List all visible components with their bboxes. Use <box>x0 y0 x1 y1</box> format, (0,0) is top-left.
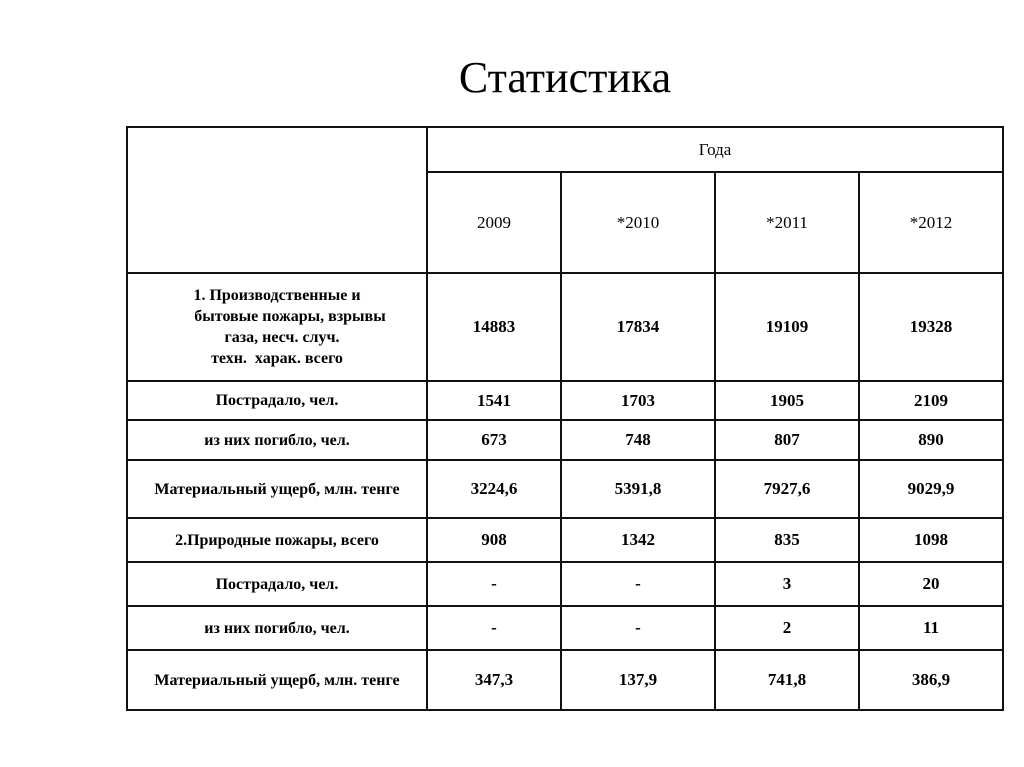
cell-value: 9029,9 <box>859 460 1003 518</box>
cell-value: 673 <box>427 420 561 460</box>
table-row <box>127 606 1003 650</box>
year-header: *2012 <box>859 172 1003 273</box>
cell-value: - <box>427 606 561 650</box>
year-header: 2009 <box>427 172 561 273</box>
row-label-line: газа, несч. случ. <box>224 329 340 346</box>
corner-cell <box>127 127 427 273</box>
cell-value: 7927,6 <box>715 460 859 518</box>
table-row <box>127 562 1003 606</box>
cell-value: 1098 <box>859 518 1003 562</box>
cell-value: 3224,6 <box>427 460 561 518</box>
row-label: Пострадало, чел. <box>127 381 427 420</box>
row-label: 2.Природные пожары, всего <box>127 518 427 562</box>
cell-value: 1703 <box>561 381 715 420</box>
cell-value: 19109 <box>715 273 859 381</box>
row-label: Пострадало, чел. <box>127 562 427 606</box>
year-header: *2011 <box>715 172 859 273</box>
cell-value: 137,9 <box>561 650 715 710</box>
table-row <box>127 460 1003 518</box>
table-row <box>127 518 1003 562</box>
cell-value: 1905 <box>715 381 859 420</box>
cell-value: 2109 <box>859 381 1003 420</box>
cell-value: - <box>427 562 561 606</box>
cell-value: 807 <box>715 420 859 460</box>
cell-value: 11 <box>859 606 1003 650</box>
row-label: Материальный ущерб, млн. тенге <box>127 460 427 518</box>
cell-value: 19328 <box>859 273 1003 381</box>
cell-value: 748 <box>561 420 715 460</box>
cell-value: - <box>561 562 715 606</box>
cell-value: 386,9 <box>859 650 1003 710</box>
row-label: из них погибло, чел. <box>127 420 427 460</box>
cell-value: 908 <box>427 518 561 562</box>
cell-value: 3 <box>715 562 859 606</box>
cell-value: - <box>561 606 715 650</box>
statistics-table <box>126 126 1004 711</box>
row-label-line: бытовые пожары, взрывы <box>194 308 386 325</box>
cell-value: 835 <box>715 518 859 562</box>
cell-value: 890 <box>859 420 1003 460</box>
table-row <box>127 420 1003 460</box>
cell-value: 347,3 <box>427 650 561 710</box>
row-label-line: 1. Производственные и <box>193 287 361 304</box>
table-row <box>127 650 1003 710</box>
table-row <box>127 381 1003 420</box>
cell-value: 17834 <box>561 273 715 381</box>
row-label: Материальный ущерб, млн. тенге <box>127 650 427 710</box>
year-header: *2010 <box>561 172 715 273</box>
cell-value: 14883 <box>427 273 561 381</box>
page-title: Статистика <box>458 53 672 102</box>
cell-value: 5391,8 <box>561 460 715 518</box>
cell-value: 1342 <box>561 518 715 562</box>
row-label-line: техн. харак. всего <box>211 350 343 367</box>
years-group-header: Года <box>427 127 1003 172</box>
cell-value: 741,8 <box>715 650 859 710</box>
table-row <box>127 273 1003 381</box>
row-label: из них погибло, чел. <box>127 606 427 650</box>
cell-value: 1541 <box>427 381 561 420</box>
row-label <box>127 273 427 381</box>
cell-value: 20 <box>859 562 1003 606</box>
cell-value: 2 <box>715 606 859 650</box>
